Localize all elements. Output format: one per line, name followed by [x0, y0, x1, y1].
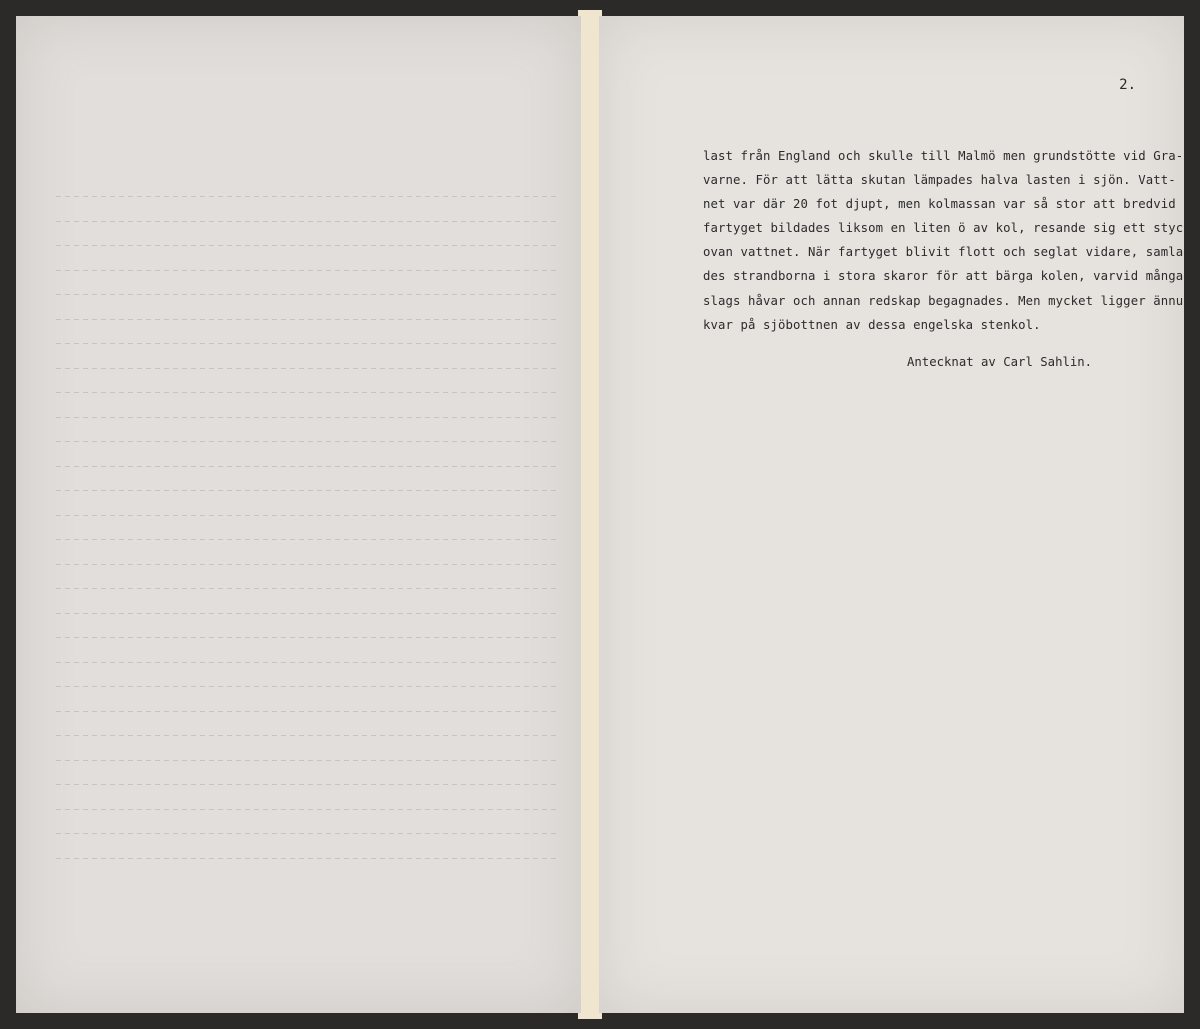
- text-line: varne. För att lätta skutan lämpades halva lasten i sjön. Vatt-: [703, 173, 1176, 188]
- text-line: ovan vattnet. När fartyget blivit flott och seglat vidare, samla-: [703, 245, 1191, 260]
- body-text: [703, 144, 1199, 337]
- text-line: last från England och skulle till Malmö men grundstötte vid Gra-: [703, 149, 1184, 163]
- text-line: slags håvar och annan redskap begagnades. Men mycket ligger ännu: [703, 293, 1184, 308]
- left-page: [16, 16, 581, 1013]
- page-number: 2.: [1119, 77, 1136, 93]
- text-line: fartyget bildades liksom en liten ö av kol, resande sig ett stycke: [703, 221, 1199, 236]
- text-line: des strandborna i stora skaror för att bärga kolen, varvid många: [703, 269, 1184, 284]
- right-page: [599, 16, 1199, 1013]
- text-line: kvar på sjöbottnen av dessa engelska stenkol.: [703, 317, 1041, 332]
- bleed-through-text: [56, 196, 556, 882]
- signature: Antecknat av Carl Sahlin.: [907, 355, 1093, 369]
- text-line: net var där 20 fot djupt, men kolmassan var så stor att bredvid: [703, 197, 1176, 212]
